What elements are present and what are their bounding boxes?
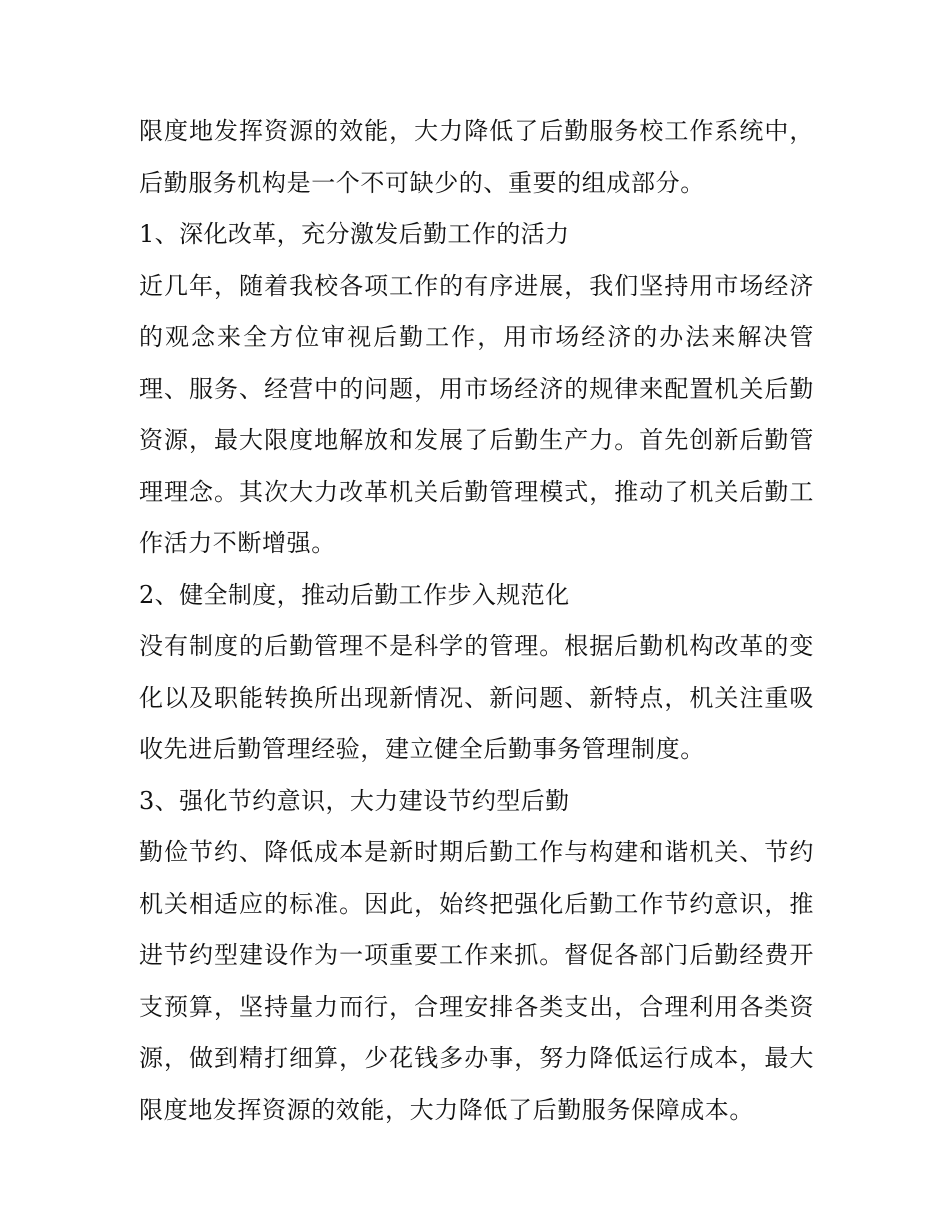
section-1-paragraph: 近几年，随着我校各项工作的有序进展，我们坚持用市场经济的观念来全方位审视后勤工作，用市场经济的办法来解决管理、服务、经营中的问题，用市场经济的规律来配置机关后勤资源，最大限度地解放和发展了后勤生产力。首先创新后勤管理理念。其次大力改革机关后勤管理模式，推动了机关后勤工作活力不断增强。: [139, 271, 814, 557]
section-2-heading: 2、健全制度，推动后勤工作步入规范化: [139, 580, 570, 609]
section-3-heading: 3、强化节约意识，大力建设节约型后勤: [139, 786, 570, 815]
intro-paragraph: 限度地发挥资源的效能，大力降低了后勤服务校工作系统中，后勤服务机构是一个不可缺少的、重要的组成部分。: [139, 117, 814, 197]
section-3-paragraph: 勤俭节约、降低成本是新时期后勤工作与构建和谐机关、节约机关相适应的标准。因此，始终把强化后勤工作节约意识，推进节约型建设作为一项重要工作来抓。督促各部门后勤经费开支预算，坚持量力而行，合理安排各类支出，合理利用各类资源，做到精打细算，少花钱多办事，努力降低运行成本，最大限度地发挥资源的效能，大力降低了后勤服务保障成本。: [139, 838, 814, 1124]
section-2-paragraph: 没有制度的后勤管理不是科学的管理。根据后勤机构改革的变化以及职能转换所出现新情况、新问题、新特点，机关注重吸收先进后勤管理经验，建立健全后勤事务管理制度。: [139, 632, 814, 763]
section-1-heading: 1、深化改革，充分激发后勤工作的活力: [139, 220, 570, 248]
document-body: [139, 106, 814, 1136]
